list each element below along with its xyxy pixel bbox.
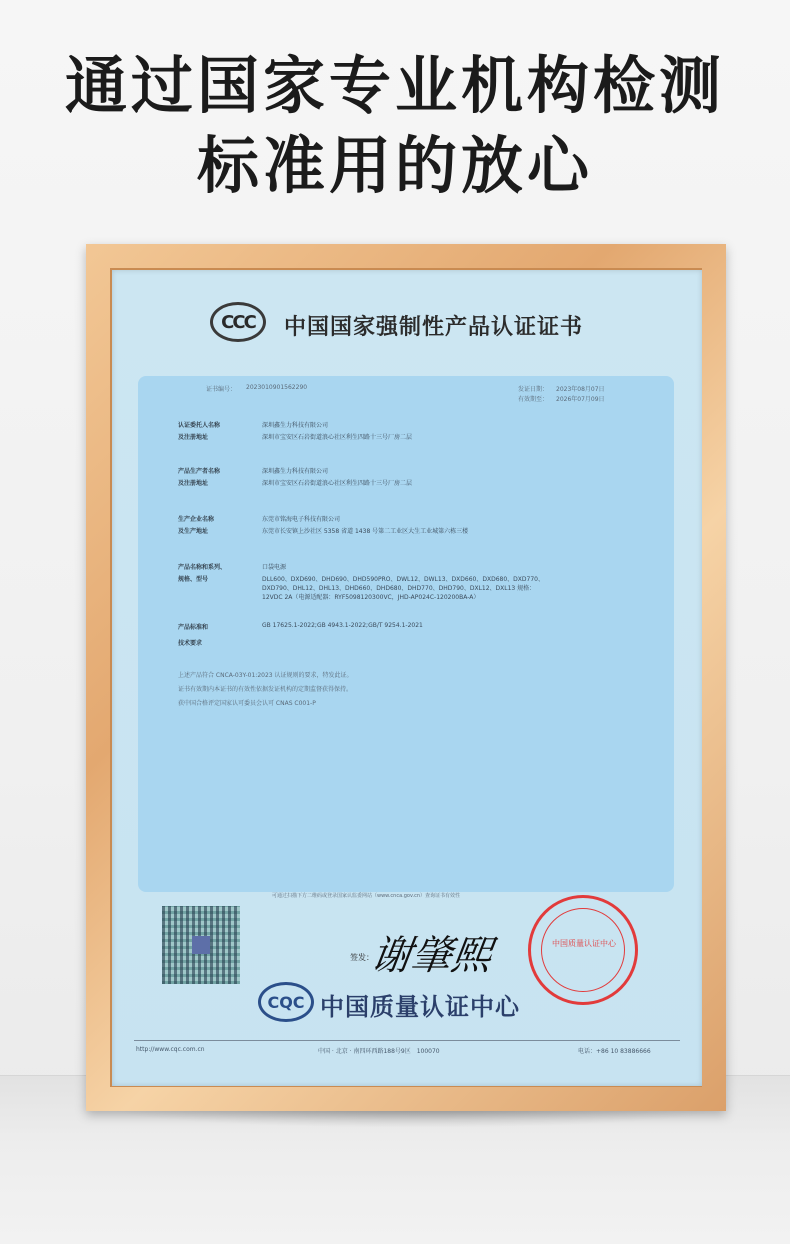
field-label: 规格、型号: [178, 576, 209, 583]
signature: 谢肇熙: [368, 933, 495, 979]
seal-text: 中国质量认证中心: [552, 939, 616, 948]
footer-address: 中国 · 北京 · 南四环西路188号9区 100070: [318, 1048, 440, 1055]
field-label: 及生产地址: [178, 528, 209, 535]
ccc-logo-icon: CCC: [210, 302, 266, 342]
note-line: 证书有效期内本证书的有效性依据发证机构的定期监督获得保持。: [178, 686, 353, 693]
note-line: 上述产品符合 CNCA-03Y-01:2023 认证规则的要求，特发此证。: [178, 672, 353, 679]
seal-inner-ring: [541, 908, 625, 992]
scan-note: 可通过扫描下方二维码或登录国家认监委网站（www.cnca.gov.cn）查询证书有效性: [272, 893, 461, 899]
field-value: DXD790、DHL12、DHL13、DHD660、DHD680、DHD770、DHD790、DXL12、DXL13 规格：: [262, 585, 536, 592]
headline-line-1: 通过国家专业机构检测: [64, 49, 725, 122]
qr-center: [192, 936, 210, 954]
certificate-title: 中国国家强制性产品认证证书: [284, 315, 584, 340]
cert-no: 2023010901562290: [246, 384, 308, 391]
footer-url: http://www.cqc.com.cn: [136, 1046, 205, 1053]
cqc-logo-icon: CQC: [258, 982, 314, 1022]
cqc-name: 中国质量认证中心: [320, 993, 520, 1021]
field-value: 12VDC 2A（电源适配器：RYF5098120300VC，JHD-AP024C-120200BA-A）: [262, 594, 480, 601]
field-label: 认证委托人名称: [178, 422, 221, 429]
headline-line-2: 标准用的放心: [196, 129, 593, 202]
field-value: 东莞市长安镇上沙社区 5358 省道 1438 号第二工业区大生工业城第六栋三楼: [262, 528, 469, 535]
field-label: 及注册地址: [178, 434, 209, 441]
note-line: 获中国合格评定国家认可委员会认可 CNAS C001-P: [178, 700, 316, 707]
footer-divider: [134, 1040, 680, 1041]
field-value: 深圳市宝安区石岩街道浪心社区利生四路十三号厂房二层: [262, 434, 413, 441]
field-value: 口袋电源: [262, 564, 287, 571]
field-label: 技术要求: [178, 640, 203, 647]
field-value: DLL600、DXD690、DHD690、DHD590PRO、DWL12、DWL13、DXD660、DXD680、DXD770、: [262, 576, 544, 583]
field-value: 深圳鑫生力科技有限公司: [262, 422, 329, 429]
field-value: 深圳鑫生力科技有限公司: [262, 468, 329, 475]
field-value: GB 17625.1-2022;GB 4943.1-2022;GB/T 9254.1-2021: [262, 622, 423, 629]
issue-date: 2023年08月07日: [556, 386, 605, 393]
valid-label: 有效期至：: [518, 396, 549, 403]
cert-no-label: 证书编号：: [206, 386, 237, 393]
field-label: 产品标准和: [178, 624, 209, 631]
issue-date-label: 发证日期：: [518, 386, 549, 393]
certificate-panel: [138, 376, 674, 892]
field-value: 深圳市宝安区石岩街道浪心社区利生四路十三号厂房二层: [262, 480, 413, 487]
field-label: 产品名称和系列、: [178, 564, 227, 571]
field-value: 东莞市铭海电子科技有限公司: [262, 516, 341, 523]
field-label: 产品生产者名称: [178, 468, 221, 475]
valid-date: 2026年07月09日: [556, 396, 605, 403]
qr-code-icon: [162, 906, 240, 984]
footer-phone: 电话：+86 10 83886666: [578, 1048, 651, 1055]
field-label: 生产企业名称: [178, 516, 215, 523]
red-seal-icon: [528, 895, 638, 1005]
certificate: [112, 270, 702, 1086]
field-label: 及注册地址: [178, 480, 209, 487]
sign-label: 签发：: [350, 953, 374, 962]
